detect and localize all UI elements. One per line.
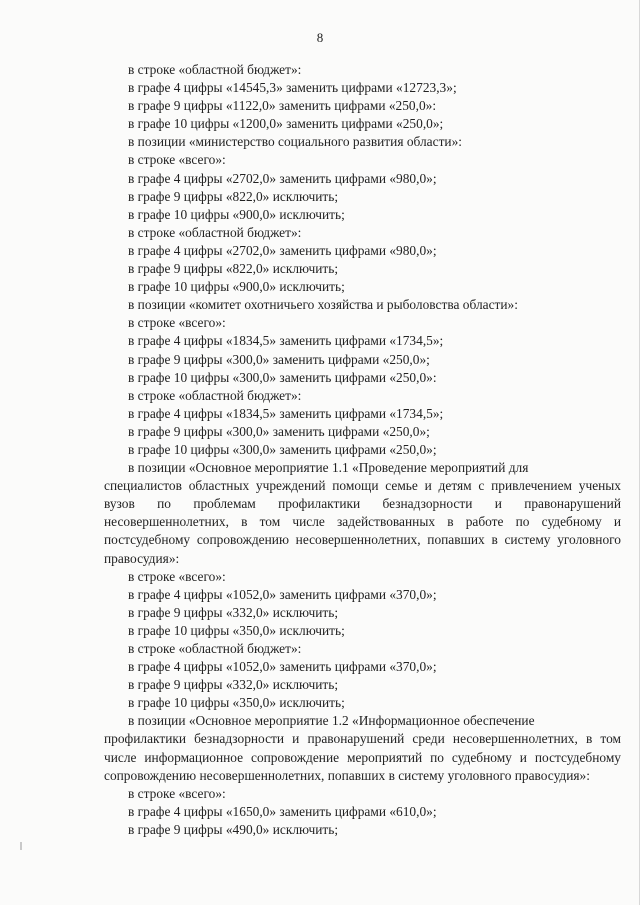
paragraph-text: профилактики безнадзорности и правонарушений среди несовершеннолетних, в том числе информационное сопровождение мероприятий по судебному и постсудебному сопровождению несовершеннолетних, попавших в систему уголовного правосудия»: bbox=[104, 731, 621, 783]
amendment-line: в графе 4 цифры «1834,5» заменить цифрами «1734,5»; bbox=[128, 405, 444, 421]
amendment-line: в строке «областной бюджет»: bbox=[128, 641, 302, 656]
paragraph-first-line: в позиции «Основное мероприятие 1.2 «Информационное обеспечение bbox=[128, 713, 535, 729]
amendment-line: в графе 4 цифры «1834,5» заменить цифрами «1734,5»; bbox=[128, 333, 444, 349]
amendment-line: в позиции «комитет охотничьего хозяйства и рыболовства области»: bbox=[128, 297, 518, 313]
amendment-line: в строке «всего»: bbox=[128, 568, 226, 584]
amendment-line: в графе 4 цифры «14545,3» заменить цифрами «12723,3»; bbox=[128, 80, 457, 96]
amendment-line: в графе 10 цифры «900,0» исключить; bbox=[128, 206, 345, 222]
amendment-line: в графе 9 цифры «332,0» исключить; bbox=[128, 677, 339, 693]
scan-artifact bbox=[20, 842, 22, 850]
position-paragraph-2 bbox=[104, 712, 621, 784]
amendment-line: в позиции «министерство социального развития области»: bbox=[128, 134, 463, 150]
amendment-line: в графе 4 цифры «1650,0» заменить цифрами «610,0»; bbox=[128, 803, 437, 819]
paragraph-first-line: в позиции «Основное мероприятие 1.1 «Проведение мероприятий для bbox=[128, 460, 529, 476]
amendment-line: в строке «всего»: bbox=[128, 315, 226, 331]
amendment-line: в графе 10 цифры «350,0» исключить; bbox=[128, 695, 345, 711]
amendment-line: в графе 9 цифры «300,0» заменить цифрами «250,0»; bbox=[128, 423, 430, 439]
document-body bbox=[104, 61, 621, 839]
amendment-block-1 bbox=[104, 61, 621, 459]
position-paragraph-1 bbox=[104, 459, 621, 568]
amendment-line: в графе 9 цифры «1122,0» заменить цифрами «250,0»: bbox=[128, 98, 437, 114]
amendment-line: в графе 10 цифры «350,0» исключить; bbox=[128, 622, 345, 638]
page-number: 8 bbox=[316, 30, 324, 45]
amendment-line: в строке «областной бюджет»: bbox=[128, 62, 302, 77]
amendment-line: в графе 9 цифры «822,0» исключить; bbox=[128, 261, 339, 277]
amendment-line: в графе 9 цифры «300,0» заменить цифрами «250,0»; bbox=[128, 351, 430, 367]
amendment-line: в графе 4 цифры «2702,0» заменить цифрами «980,0»; bbox=[128, 242, 437, 258]
amendment-line: в графе 9 цифры «490,0» исключить; bbox=[128, 821, 339, 837]
amendment-line: в графе 4 цифры «1052,0» заменить цифрами «370,0»; bbox=[128, 659, 437, 675]
amendment-block-3 bbox=[104, 785, 621, 839]
amendment-line: в строке «областной бюджет»: bbox=[128, 224, 302, 240]
amendment-line: в графе 10 цифры «1200,0» заменить цифрами «250,0»; bbox=[128, 116, 444, 132]
amendment-line: в графе 9 цифры «332,0» исключить; bbox=[128, 604, 339, 620]
paragraph-text: специалистов областных учреждений помощи семье и детям с привлечением ученых вузов по проблемам профилактики безнадзорности и правонарушений несовершеннолетних, в том числе задействованных в работе по судебному и постсудебному сопровождению несовершеннолетних, попавших в систему уголовного правосудия»: bbox=[104, 478, 621, 566]
amendment-line: в графе 4 цифры «1052,0» заменить цифрами «370,0»; bbox=[128, 586, 437, 602]
amendment-line: в строке «всего»: bbox=[128, 152, 226, 168]
amendment-line: в графе 10 цифры «900,0» исключить; bbox=[128, 279, 345, 295]
amendment-block-2 bbox=[104, 568, 621, 713]
amendment-line: в строке «областной бюджет»: bbox=[128, 387, 302, 403]
amendment-line: в графе 10 цифры «300,0» заменить цифрами «250,0»: bbox=[128, 369, 437, 385]
amendment-line: в графе 10 цифры «300,0» заменить цифрами «250,0»; bbox=[128, 441, 437, 457]
amendment-line: в строке «всего»: bbox=[128, 785, 226, 801]
amendment-line: в графе 4 цифры «2702,0» заменить цифрами «980,0»; bbox=[128, 170, 437, 186]
amendment-line: в графе 9 цифры «822,0» исключить; bbox=[128, 188, 339, 204]
